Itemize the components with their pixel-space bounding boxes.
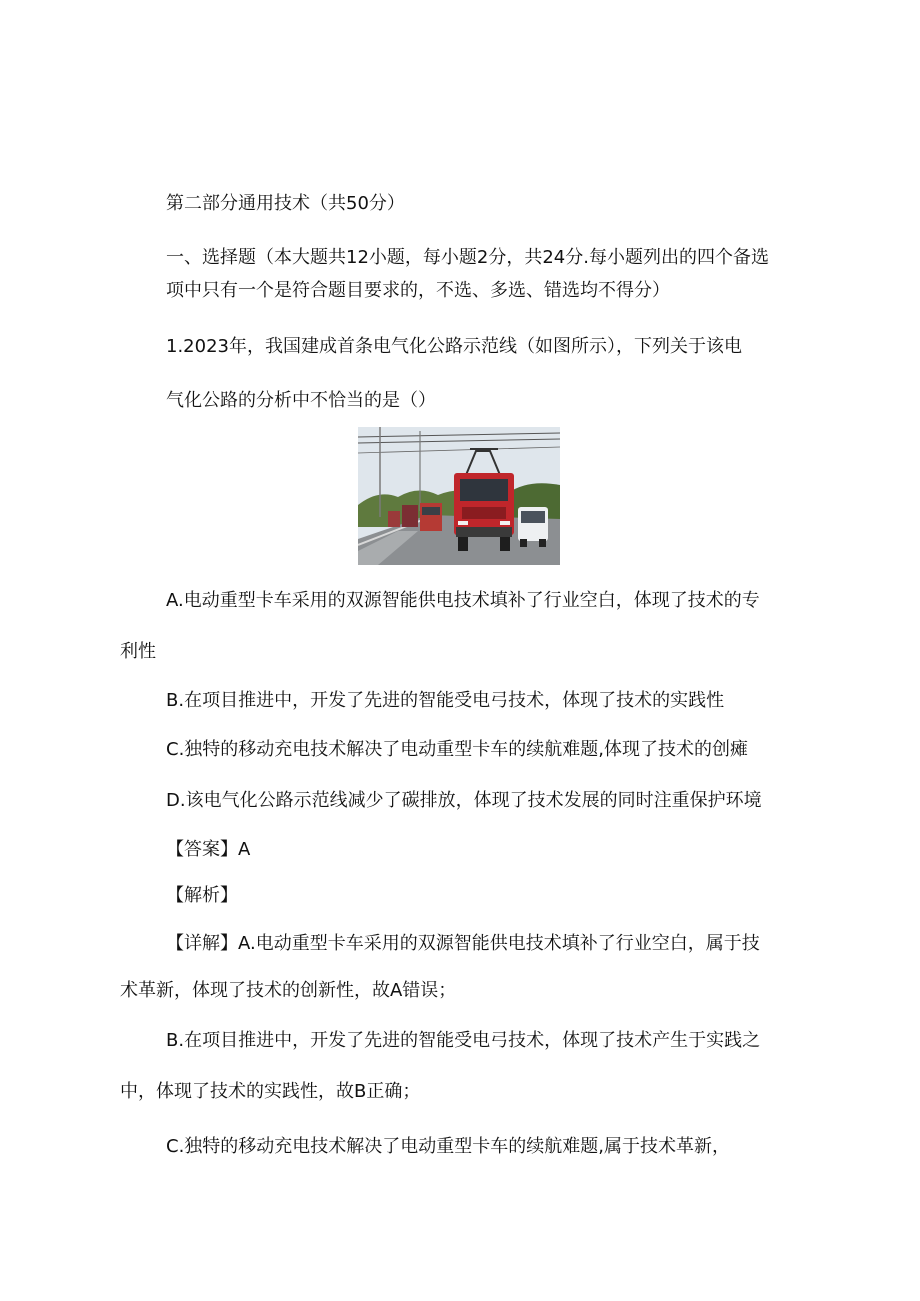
main-truck-wheel-right [500, 537, 510, 551]
option-a-line-2: 利性 [120, 641, 156, 662]
white-van-windshield [521, 511, 545, 523]
main-truck-headlight-left [458, 521, 468, 525]
answer: 【答案】A [166, 839, 251, 860]
main-truck-windshield [460, 479, 508, 501]
distant-truck-2 [402, 505, 418, 527]
electrified-highway-photo [358, 427, 560, 565]
detail-a-line-2: 术革新，体现了技术的创新性，故A错误； [120, 980, 457, 1001]
truck-illustration [358, 427, 560, 565]
white-van-wheel-right [539, 539, 546, 547]
main-truck-bumper [456, 527, 512, 537]
main-truck-headlight-right [500, 521, 510, 525]
option-a-line-1: A.电动重型卡车采用的双源智能供电技术填补了行业空白，体现了技术的专 [166, 590, 760, 611]
question-1-stem-line-1: 1.2023年，我国建成首条电气化公路示范线（如图所示），下列关于该电 [166, 336, 742, 357]
main-truck-grille [462, 507, 506, 519]
white-van-wheel-left [520, 539, 527, 547]
detail-b-line-2: 中，体现了技术的实践性，故B正确； [120, 1081, 421, 1102]
instructions-line-1: 一、选择题（本大题共12小题，每小题2分，共24分.每小题列出的四个备选 [166, 247, 769, 268]
option-d: D.该电气化公路示范线减少了碳排放，体现了技术发展的同时注重保护环境 [166, 790, 762, 811]
option-c: C.独特的移动充电技术解决了电动重型卡车的续航难题,体现了技术的创瘫 [166, 739, 749, 760]
analysis-label: 【解析】 [166, 885, 238, 906]
detail-a-line-1: 【详解】A.电动重型卡车采用的双源智能供电技术填补了行业空白，属于技 [166, 933, 760, 954]
section-title: 第二部分通用技术（共50分） [166, 193, 405, 214]
main-truck-wheel-left [458, 537, 468, 551]
instructions-line-2: 项中只有一个是符合题目要求的，不选、多选、错选均不得分） [166, 280, 670, 301]
option-b: B.在项目推进中，开发了先进的智能受电弓技术，体现了技术的实践性 [166, 690, 725, 711]
distant-truck-3-windshield [422, 507, 440, 515]
distant-truck-1 [388, 511, 400, 527]
detail-b-line-1: B.在项目推进中，开发了先进的智能受电弓技术，体现了技术产生于实践之 [166, 1030, 761, 1051]
detail-c-line-1: C.独特的移动充电技术解决了电动重型卡车的续航难题,属于技术革新， [166, 1136, 731, 1157]
question-1-stem-line-2: 气化公路的分析中不恰当的是（） [166, 390, 436, 411]
